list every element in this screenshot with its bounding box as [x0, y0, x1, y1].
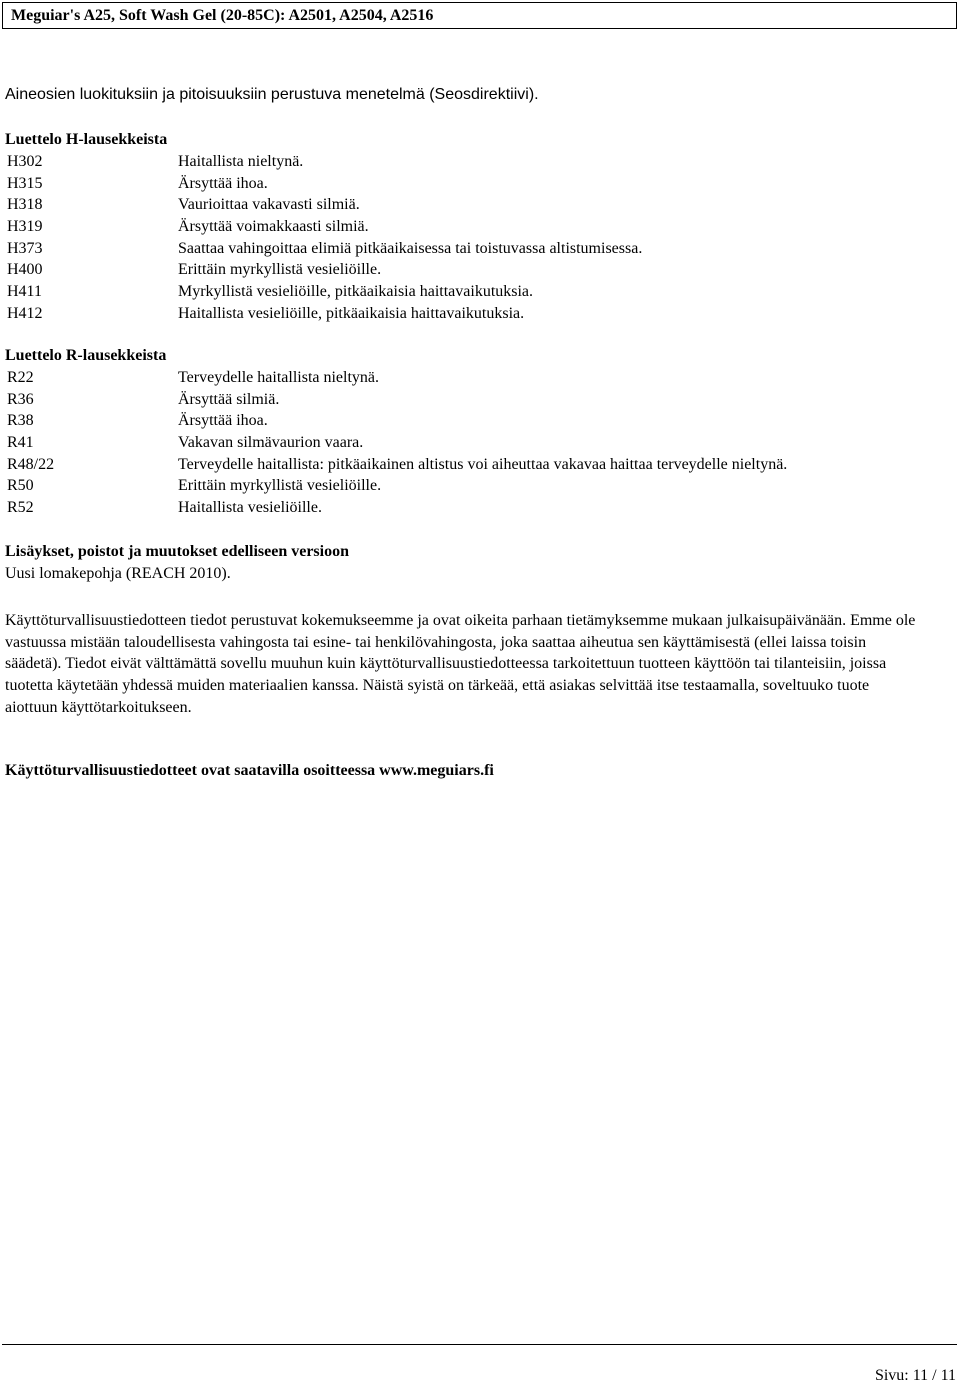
h-statement-code: H319: [7, 218, 43, 236]
r-phrase-code: R22: [7, 369, 34, 386]
h-statement-row: [5, 216, 369, 238]
h-statement-text: Haitallista nieltynä.: [178, 153, 304, 170]
h-statement-code: H373: [7, 239, 43, 257]
r-phrase-text: Vakavan silmävaurion vaara.: [178, 434, 364, 452]
h-statement-row: [5, 303, 525, 325]
document-title: Meguiar's A25, Soft Wash Gel (20-85C): A2501, A2504, A2516: [11, 7, 434, 24]
h-statement-code: H412: [7, 304, 43, 322]
revisions-title: Lisäykset, poistot ja muutokset edelliseen versioon: [5, 543, 349, 560]
h-statement-text: Haitallista vesieliöille, pitkäaikaisia haittavaikutuksia.: [178, 304, 525, 322]
revisions-text: Uusi lomakepohja (REACH 2010).: [5, 565, 231, 582]
disclaimer-paragraph: Käyttöturvallisuustiedotteen tiedot perustuvat kokemukseemme ja ovat oikeita parhaan tietämyksemme mukaan julkaisupäivänään. Emme ole vastuussa mistään taloudellisesta vahingosta tai esine- tai henkilövahingosta, joka saattaa aiheutua sen käyttämisestä (ellei laissa toisin säädetä). Tiedot eivät välttämättä sovellu muuhun kuin käyttöturvallisuustiedotteessa tarkoitettuun tuotteen käyttöön tai tilanteisiin, joissa tuotetta käytetään yhdessä muiden materiaalien kanssa. Näistä syistä on tärkeää, että asiakas selvittää itse testaamalla, soveltuuko tuote aiottuun käyttötarkoitukseen.: [5, 612, 916, 716]
r-phrase-code: R41: [7, 434, 34, 452]
r-phrase-text: Ärsyttää ihoa.: [178, 412, 268, 430]
r-phrase-text: Erittäin myrkyllistä vesieliöille.: [178, 477, 382, 495]
h-statement-code: H302: [7, 153, 43, 170]
h-statement-row: [5, 151, 304, 173]
r-phrase-row: [5, 497, 322, 519]
r-phrase-code: R36: [7, 390, 34, 408]
r-phrases-title: Luettelo R-lausekkeista: [5, 347, 167, 364]
r-phrase-text: Ärsyttää silmiä.: [178, 390, 280, 408]
r-phrase-text: Terveydelle haitallista: pitkäaikainen altistus voi aiheuttaa vakavaa haittaa terveydelle nieltynä.: [178, 455, 788, 473]
h-statement-code: H400: [7, 261, 43, 279]
r-phrases-section: [5, 345, 788, 519]
r-phrase-row: [5, 475, 382, 497]
availability-note: Käyttöturvallisuustiedotteet ovat saatavilla osoitteessa www.meguiars.fi: [5, 762, 494, 779]
h-statement-code: H315: [7, 174, 43, 192]
h-statements-title: Luettelo H-lausekkeista: [5, 131, 168, 148]
r-phrase-code: R48/22: [7, 455, 55, 473]
h-statement-text: Ärsyttää ihoa.: [178, 174, 268, 192]
h-statement-text: Vaurioittaa vakavasti silmiä.: [178, 196, 360, 214]
h-statements-section: [5, 129, 643, 325]
h-statement-text: Myrkyllistä vesieliöille, pitkäaikaisia haittavaikutuksia.: [178, 283, 534, 301]
r-phrase-code: R50: [7, 477, 34, 495]
h-statement-code: H411: [7, 283, 42, 301]
footer-divider: [2, 1344, 957, 1345]
document-header: [2, 2, 957, 29]
r-phrase-row: [5, 454, 788, 476]
r-phrase-row: [5, 367, 380, 389]
h-statement-text: Ärsyttää voimakkaasti silmiä.: [178, 218, 369, 236]
h-statement-row: [5, 173, 268, 195]
h-statement-code: H318: [7, 196, 43, 214]
r-phrase-text: Haitallista vesieliöille.: [178, 499, 322, 517]
r-phrase-row: [5, 432, 364, 454]
r-phrase-text: Terveydelle haitallista nieltynä.: [178, 369, 380, 386]
classification-method: Aineosien luokituksiin ja pitoisuuksiin perustuva menetelmä (Seosdirektiivi).: [5, 86, 539, 103]
h-statement-row: [5, 259, 382, 281]
h-statement-row: [5, 238, 643, 260]
h-statement-row: [5, 281, 534, 303]
r-phrase-code: R52: [7, 499, 34, 517]
h-statement-row: [5, 194, 360, 216]
h-statement-text: Erittäin myrkyllistä vesieliöille.: [178, 261, 382, 279]
page-number: Sivu: 11 / 11: [874, 1367, 956, 1384]
r-phrase-row: [5, 410, 268, 432]
r-phrase-row: [5, 389, 280, 411]
r-phrase-code: R38: [7, 412, 34, 430]
revisions-section: [5, 541, 349, 585]
h-statement-text: Saattaa vahingoittaa elimiä pitkäaikaisessa tai toistuvassa altistumisessa.: [178, 239, 643, 257]
